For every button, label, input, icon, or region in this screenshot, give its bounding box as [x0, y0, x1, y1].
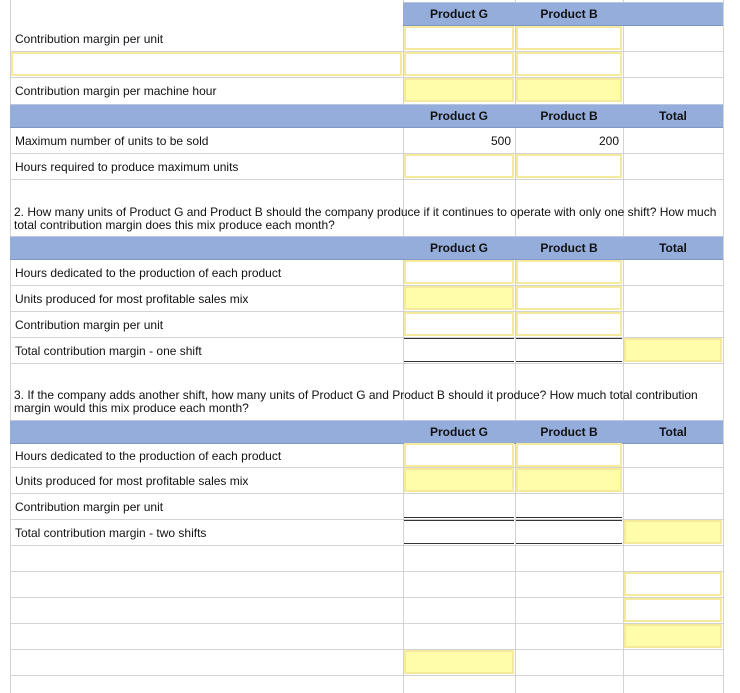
q2-header-total: Total [659, 241, 687, 255]
grid-line [10, 675, 723, 676]
grid-line [10, 545, 723, 546]
q3-input-units-b[interactable] [516, 468, 622, 492]
max-units-g: 500 [490, 134, 511, 148]
q2-input-hours-b[interactable] [516, 260, 622, 284]
q3-total-cm-g[interactable] [404, 520, 514, 544]
q3-input-hours-b[interactable] [516, 443, 622, 467]
question-3: 3. If the company adds another shift, how many units of Product G and Product B should it produce? How much total contribution margin would this mix produce each month? [14, 388, 698, 415]
extra-total-input-2[interactable] [624, 598, 722, 622]
q3-input-total-cm[interactable] [624, 520, 722, 544]
input-cm-per-hour-g[interactable] [404, 78, 514, 102]
q2-row-label-hours: Hours dedicated to the production of each product [15, 266, 282, 280]
q2-input-total-cm[interactable] [624, 338, 722, 362]
q3-row-label-units: Units produced for most profitable sales mix [15, 474, 249, 488]
input-hours-required-b[interactable] [516, 154, 622, 178]
row-label-max-units: Maximum number of units to be sold [15, 134, 209, 148]
grid-line [723, 0, 724, 693]
q2-input-cm-g[interactable] [404, 312, 514, 336]
input-hours-required-g[interactable] [404, 154, 514, 178]
q3-header-product-g: Product G [429, 425, 488, 439]
q3-input-units-g[interactable] [404, 468, 514, 492]
q2-row-label-cm-per-unit: Contribution margin per unit [15, 318, 164, 332]
table1-header-product-g: Product G [429, 7, 488, 21]
table2-header-product-g: Product G [429, 109, 488, 123]
q3-row-label-total-cm: Total contribution margin - two shifts [15, 526, 207, 540]
q2-input-hours-g[interactable] [404, 260, 514, 284]
q2-total-cm-b[interactable] [516, 338, 622, 362]
q2-input-units-g[interactable] [404, 286, 514, 310]
q3-total-cm-b[interactable] [516, 520, 622, 544]
grid-line [10, 597, 723, 598]
table2-header-total: Total [659, 109, 687, 123]
input-cm-per-unit-g[interactable] [404, 26, 514, 50]
input-cm-per-hour-b[interactable] [516, 78, 622, 102]
extra-total-input-1[interactable] [624, 572, 722, 596]
grid-line [10, 623, 723, 624]
q3-header-total: Total [659, 425, 687, 439]
table1-header-product-b: Product B [540, 7, 598, 21]
input-blank-b[interactable] [516, 52, 622, 76]
q2-input-cm-b[interactable] [516, 312, 622, 336]
row-label-cm-per-unit: Contribution margin per unit [15, 32, 164, 46]
q2-header-product-b: Product B [540, 241, 598, 255]
q3-row-label-hours: Hours dedicated to the production of each product [15, 449, 282, 463]
q2-row-label-total-cm: Total contribution margin - one shift [15, 344, 202, 358]
q3-header-product-b: Product B [540, 425, 598, 439]
table2-header-product-b: Product B [540, 109, 598, 123]
q2-input-units-b[interactable] [516, 286, 622, 310]
input-blank-g[interactable] [404, 52, 514, 76]
q2-header-product-g: Product G [429, 241, 488, 255]
q2-total-cm-g[interactable] [404, 338, 514, 362]
row-label-hours-required: Hours required to produce maximum units [15, 160, 239, 174]
grid-line [10, 649, 723, 650]
grid-line [10, 179, 723, 180]
input-label-blank[interactable] [11, 52, 402, 76]
q3-input-cm-g[interactable] [404, 494, 514, 518]
extra-total-input-3[interactable] [624, 624, 722, 648]
q3-input-hours-g[interactable] [404, 443, 514, 467]
question-2: 2. How many units of Product G and Product B should the company produce if it continues to operate with only one shift? How much total contribution margin does this mix produce each month? [14, 205, 717, 232]
grid-line [10, 363, 723, 364]
q3-row-label-cm-per-unit: Contribution margin per unit [15, 500, 164, 514]
row-label-cm-per-machine-hour: Contribution margin per machine hour [15, 84, 217, 98]
input-cm-per-unit-b[interactable] [516, 26, 622, 50]
max-units-b: 200 [598, 134, 619, 148]
q2-row-label-units: Units produced for most profitable sales mix [15, 292, 249, 306]
grid-line [10, 571, 723, 572]
q3-input-cm-b[interactable] [516, 494, 622, 518]
extra-input-g[interactable] [404, 650, 514, 674]
